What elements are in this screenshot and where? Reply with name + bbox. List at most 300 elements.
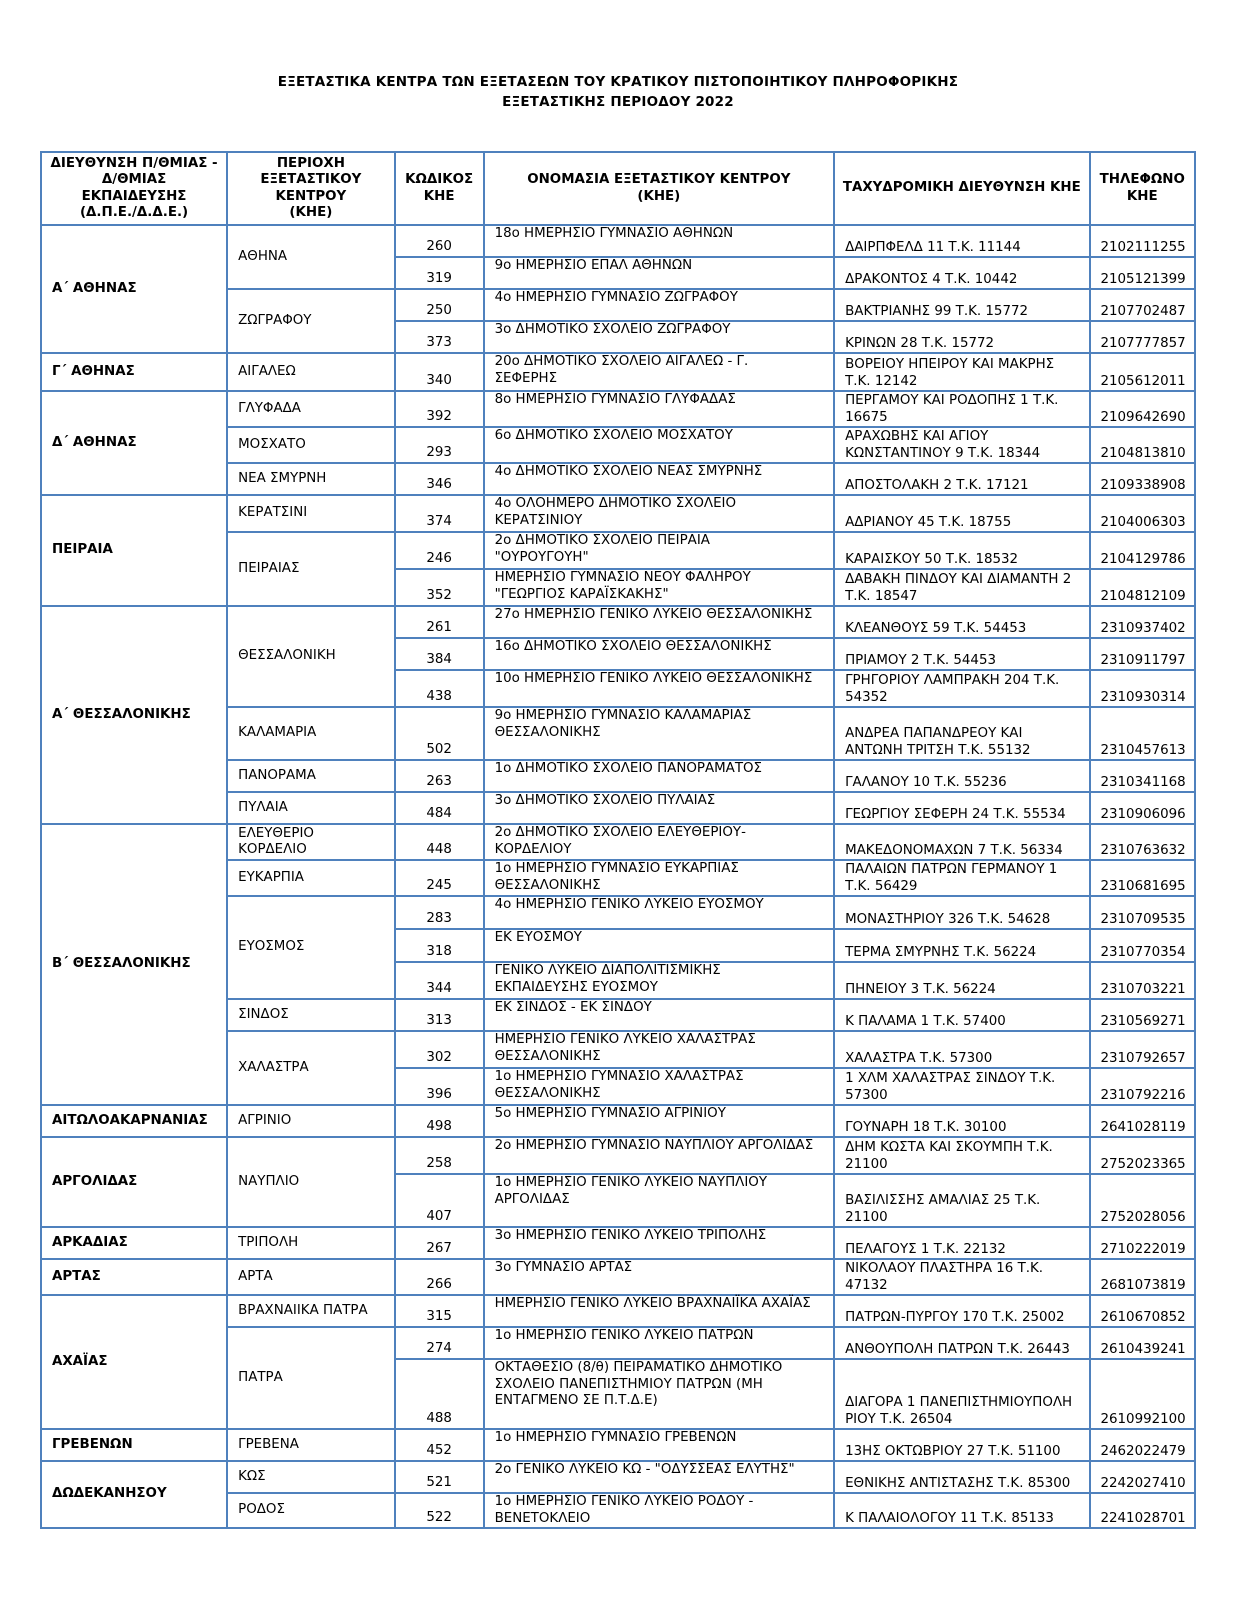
- directorate-cell: Α΄ ΘΕΣΣΑΛΟΝΙΚΗΣ: [41, 606, 227, 824]
- address-cell: [834, 225, 1089, 257]
- code-cell: 319: [395, 257, 484, 289]
- center-name-cell: [484, 1295, 835, 1327]
- address-cell: [834, 289, 1089, 321]
- table-row: [41, 1227, 1195, 1259]
- address-line: ΠΕΛΑΓΟΥΣ 1 Τ.Κ. 22132: [845, 1241, 1006, 1257]
- header-name-line: (ΚΗΕ): [637, 188, 681, 204]
- address-cell: [834, 569, 1089, 606]
- center-name-line: 4ο ΟΛΟΗΜΕΡΟ ΔΗΜΟΤΙΚΟ ΣΧΟΛΕΙΟ: [494, 496, 737, 511]
- center-name-line: ΘΕΣΣΑΛΟΝΙΚΗΣ: [494, 724, 601, 740]
- center-name-line: 1ο ΗΜΕΡΗΣΙΟ ΓΕΝΙΚΟ ΛΥΚΕΙΟ ΠΑΤΡΩΝ: [494, 1328, 754, 1343]
- table-row: [41, 1105, 1195, 1137]
- address-line: ΚΩΝΣΤΑΝΤΙΝΟΥ 9 Τ.Κ. 18344: [845, 445, 1041, 461]
- address-line: ΓΕΩΡΓΙΟΥ ΣΕΦΕΡΗ 24 Τ.Κ. 55534: [845, 806, 1066, 822]
- address-line: ΔΡΑΚΟΝΤΟΣ 4 Τ.Κ. 10442: [845, 271, 1018, 287]
- address-line: ΑΔΡΙΑΝΟΥ 45 Τ.Κ. 18755: [845, 514, 1012, 530]
- header-dpe-line: Δ/ΘΜΙΑΣ: [101, 172, 167, 187]
- address-line: ΓΡΗΓΟΡΙΟΥ ΛΑΜΠΡΑΚΗ 204 Τ.Κ.: [845, 673, 1060, 688]
- area-cell: ΑΡΤΑ: [227, 1259, 395, 1295]
- address-line: 1 ΧΛΜ ΧΑΛΑΣΤΡΑΣ ΣΙΝΔΟΥ Τ.Κ.: [845, 1071, 1056, 1086]
- table-row: [41, 1137, 1195, 1174]
- area-cell: ΑΙΓΑΛΕΩ: [227, 353, 395, 391]
- code-cell: 522: [395, 1493, 484, 1528]
- address-line: 16675: [845, 409, 888, 425]
- code-cell: 498: [395, 1105, 484, 1137]
- center-name-cell: [484, 896, 835, 929]
- header-area-line: ΚΕΝΤΡΟΥ: [275, 188, 347, 204]
- address-cell: [834, 1105, 1089, 1137]
- address-line: ΑΝΤΩΝΗ ΤΡΙΤΣΗ Τ.Κ. 55132: [845, 742, 1031, 758]
- header-area-line: (ΚΗΕ): [289, 205, 333, 220]
- area-cell: ΓΡΕΒΕΝΑ: [227, 1429, 395, 1461]
- center-name-cell: [484, 999, 835, 1031]
- phone-cell: 2310457613: [1090, 707, 1196, 760]
- header-area: [227, 152, 395, 225]
- address-line: ΚΛΕΑΝΘΟΥΣ 59 Τ.Κ. 54453: [845, 620, 1027, 636]
- directorate-cell: ΑΡΚΑΔΙΑΣ: [41, 1227, 227, 1259]
- center-name-cell: [484, 1227, 835, 1259]
- phone-cell: 2104813810: [1090, 427, 1196, 463]
- directorate-cell: Β΄ ΘΕΣΣΑΛΟΝΙΚΗΣ: [41, 824, 227, 1105]
- center-name-line: ΘΕΣΣΑΛΟΝΙΚΗΣ: [494, 1085, 601, 1101]
- address-line: ΑΝΘΟΥΠΟΛΗ ΠΑΤΡΩΝ Τ.Κ. 26443: [845, 1341, 1070, 1357]
- header-area-line: ΠΕΡΙΟΧΗ: [276, 155, 345, 171]
- header-dpe-line: (Δ.Π.Ε./Δ.Δ.Ε.): [79, 205, 189, 220]
- code-cell: 266: [395, 1259, 484, 1295]
- center-name-line: 1ο ΗΜΕΡΗΣΙΟ ΓΥΜΝΑΣΙΟ ΕΥΚΑΡΠΙΑΣ: [494, 861, 739, 876]
- code-cell: 302: [395, 1031, 484, 1068]
- phone-cell: 2241028701: [1090, 1493, 1196, 1528]
- phone-cell: 2310906096: [1090, 792, 1196, 824]
- address-cell: [834, 1031, 1089, 1068]
- address-cell: [834, 495, 1089, 532]
- area-cell: ΒΡΑΧΝΑΙΙΚΑ ΠΑΤΡΑ: [227, 1295, 395, 1327]
- code-cell: 263: [395, 760, 484, 792]
- address-line: ΜΑΚΕΔΟΝΟΜΑΧΩΝ 7 Τ.Κ. 56334: [845, 842, 1063, 858]
- address-line: ΚΑΡΑΙΣΚΟΥ 50 Τ.Κ. 18532: [845, 551, 1019, 567]
- address-line: Κ ΠΑΛΑΙΟΛΟΓΟΥ 11 Τ.Κ. 85133: [845, 1510, 1054, 1526]
- table-body: [41, 225, 1195, 1528]
- area-cell: ΓΛΥΦΑΔΑ: [227, 391, 395, 427]
- address-line: ΓΟΥΝΑΡΗ 18 Τ.Κ. 30100: [845, 1119, 1007, 1135]
- header-area-line: ΕΞΕΤΑΣΤΙΚΟΥ: [260, 172, 362, 187]
- code-cell: 318: [395, 929, 484, 962]
- center-name-line: 1ο ΗΜΕΡΗΣΙΟ ΓΥΜΝΑΣΙΟ ΓΡΕΒΕΝΩΝ: [494, 1430, 737, 1445]
- area-cell: ΚΕΡΑΤΣΙΝΙ: [227, 495, 395, 532]
- center-name-cell: [484, 1359, 835, 1429]
- table-row: [41, 1461, 1195, 1493]
- phone-cell: 2752028056: [1090, 1174, 1196, 1227]
- phone-cell: 2310709535: [1090, 896, 1196, 929]
- address-line: ΕΘΝΙΚΗΣ ΑΝΤΙΣΤΑΣΗΣ Τ.Κ. 85300: [845, 1475, 1071, 1491]
- address-cell: [834, 1137, 1089, 1174]
- directorate-cell: ΑΧΑΪΑΣ: [41, 1295, 227, 1429]
- address-line: ΤΕΡΜΑ ΣΜΥΡΝΗΣ Τ.Κ. 56224: [845, 944, 1037, 960]
- header-phone-line: ΤΗΛΕΦΩΝΟ: [1099, 172, 1185, 187]
- phone-cell: 2104129786: [1090, 532, 1196, 569]
- center-name-line: ΣΕΦΕΡΗΣ: [494, 370, 558, 386]
- area-cell: ΝΑΥΠΛΙΟ: [227, 1137, 395, 1227]
- address-cell: [834, 1327, 1089, 1359]
- header-phone-line: ΚΗΕ: [1126, 188, 1158, 204]
- directorate-cell: ΔΩΔΕΚΑΝΗΣΟΥ: [41, 1461, 227, 1528]
- phone-cell: 2242027410: [1090, 1461, 1196, 1493]
- center-name-cell: [484, 1031, 835, 1068]
- phone-cell: 2310911797: [1090, 638, 1196, 670]
- center-name-line: 5ο ΗΜΕΡΗΣΙΟ ΓΥΜΝΑΣΙΟ ΑΓΡΙΝΙΟΥ: [494, 1106, 726, 1121]
- code-cell: 373: [395, 321, 484, 353]
- center-name-cell: [484, 1327, 835, 1359]
- area-cell: ΕΛΕΥΘΕΡΙΟ ΚΟΡΔΕΛΙΟ: [227, 824, 395, 860]
- center-name-cell: [484, 1068, 835, 1105]
- area-cell: ΠΥΛΑΙΑ: [227, 792, 395, 824]
- phone-cell: 2105612011: [1090, 353, 1196, 391]
- header-code: [395, 152, 484, 225]
- code-cell: 521: [395, 1461, 484, 1493]
- center-name-line: ΗΜΕΡΗΣΙΟ ΓΥΜΝΑΣΙΟ ΝΕΟΥ ΦΑΛΗΡΟΥ: [494, 570, 751, 585]
- address-line: ΧΑΛΑΣΤΡΑ Τ.Κ. 57300: [845, 1050, 993, 1066]
- center-name-cell: [484, 670, 835, 707]
- code-cell: 274: [395, 1327, 484, 1359]
- phone-cell: 2752023365: [1090, 1137, 1196, 1174]
- center-name-cell: [484, 792, 835, 824]
- center-name-line: 2ο ΔΗΜΟΤΙΚΟ ΣΧΟΛΕΙΟ ΕΛΕΥΘΕΡΙΟΥ-: [494, 825, 746, 840]
- address-cell: [834, 391, 1089, 427]
- center-name-line: ΘΕΣΣΑΛΟΝΙΚΗΣ: [494, 1048, 601, 1064]
- area-cell: ΕΥΚΑΡΠΙΑ: [227, 860, 395, 896]
- directorate-cell: Γ΄ ΑΘΗΝΑΣ: [41, 353, 227, 391]
- address-cell: [834, 532, 1089, 569]
- address-cell: [834, 257, 1089, 289]
- code-cell: 407: [395, 1174, 484, 1227]
- phone-cell: 2105121399: [1090, 257, 1196, 289]
- address-line: Κ ΠΑΛΑΜΑ 1 Τ.Κ. 57400: [845, 1013, 1006, 1029]
- center-name-line: 2ο ΗΜΕΡΗΣΙΟ ΓΥΜΝΑΣΙΟ ΝΑΥΠΛΙΟΥ ΑΡΓΟΛΙΔΑΣ: [494, 1138, 814, 1153]
- center-name-line: 3ο ΓΥΜΝΑΣΙΟ ΑΡΤΑΣ: [494, 1260, 633, 1275]
- table-row: [41, 1295, 1195, 1327]
- address-cell: [834, 1295, 1089, 1327]
- address-line: Τ.Κ. 18547: [845, 588, 918, 604]
- center-name-line: ΣΧΟΛΕΙΟ ΠΑΝΕΠΙΣΤΗΜΙΟΥ ΠΑΤΡΩΝ (ΜΗ: [494, 1376, 763, 1392]
- phone-cell: 2310569271: [1090, 999, 1196, 1031]
- center-name-line: 1ο ΗΜΕΡΗΣΙΟ ΓΥΜΝΑΣΙΟ ΧΑΛΑΣΤΡΑΣ: [494, 1069, 744, 1084]
- header-code-line: ΚΗΕ: [423, 188, 455, 204]
- center-name-cell: [484, 321, 835, 353]
- center-name-line: 4ο ΗΜΕΡΗΣΙΟ ΓΕΝΙΚΟ ΛΥΚΕΙΟ ΕΥΟΣΜΟΥ: [494, 897, 764, 912]
- phone-cell: 2610670852: [1090, 1295, 1196, 1327]
- address-line: ΔΙΑΓΟΡΑ 1 ΠΑΝΕΠΙΣΤΗΜΙΟΥΠΟΛΗ: [845, 1395, 1073, 1410]
- address-cell: [834, 1461, 1089, 1493]
- center-name-cell: [484, 427, 835, 463]
- address-line: ΑΠΟΣΤΟΛΑΚΗ 2 Τ.Κ. 17121: [845, 477, 1029, 493]
- area-cell: ΜΟΣΧΑΤΟ: [227, 427, 395, 463]
- address-line: 13ΗΣ ΟΚΤΩΒΡΙΟΥ 27 Τ.Κ. 51100: [845, 1443, 1061, 1459]
- table-row: [41, 225, 1195, 257]
- phone-cell: 2107702487: [1090, 289, 1196, 321]
- center-name-cell: [484, 707, 835, 760]
- code-cell: 344: [395, 962, 484, 999]
- code-cell: 258: [395, 1137, 484, 1174]
- center-name-line: 8ο ΗΜΕΡΗΣΙΟ ΓΥΜΝΑΣΙΟ ΓΛΥΦΑΔΑΣ: [494, 392, 736, 407]
- header-name: [484, 152, 835, 225]
- header-dpe-line: ΔΙΕΥΘΥΝΣΗ Π/ΘΜΙΑΣ -: [50, 155, 218, 171]
- center-name-line: 16ο ΔΗΜΟΤΙΚΟ ΣΧΟΛΕΙΟ ΘΕΣΣΑΛΟΝΙΚΗΣ: [494, 639, 772, 654]
- center-name-line: ΕΚ ΕΥΟΣΜΟΥ: [494, 930, 582, 945]
- code-cell: 352: [395, 569, 484, 606]
- center-name-cell: [484, 1137, 835, 1174]
- center-name-line: ΒΕΝΕΤΟΚΛΕΙΟ: [494, 1510, 591, 1526]
- address-line: ΔΗΜ ΚΩΣΤΑ ΚΑΙ ΣΚΟΥΜΠΗ Τ.Κ.: [845, 1140, 1053, 1155]
- address-cell: [834, 1227, 1089, 1259]
- code-cell: 293: [395, 427, 484, 463]
- address-line: ΠΗΝΕΙΟΥ 3 Τ.Κ. 56224: [845, 981, 996, 997]
- area-cell: ΑΓΡΙΝΙΟ: [227, 1105, 395, 1137]
- code-cell: 340: [395, 353, 484, 391]
- address-line: 54352: [845, 689, 888, 705]
- address-cell: [834, 1259, 1089, 1295]
- address-cell: [834, 463, 1089, 495]
- code-cell: 448: [395, 824, 484, 860]
- center-name-line: ΕΚΠΑΙΔΕΥΣΗΣ ΕΥΟΣΜΟΥ: [494, 979, 658, 995]
- address-cell: [834, 1493, 1089, 1528]
- address-cell: [834, 999, 1089, 1031]
- center-name-cell: [484, 962, 835, 999]
- phone-cell: 2310792216: [1090, 1068, 1196, 1105]
- header-name-line: ΟΝΟΜΑΣΙΑ ΕΞΕΤΑΣΤΙΚΟΥ ΚΕΝΤΡΟΥ: [527, 172, 791, 187]
- area-cell: ΠΑΝΟΡΑΜΑ: [227, 760, 395, 792]
- area-cell: ΑΘΗΝΑ: [227, 225, 395, 289]
- phone-cell: 2310930314: [1090, 670, 1196, 707]
- phone-cell: 2681073819: [1090, 1259, 1196, 1295]
- code-cell: 246: [395, 532, 484, 569]
- phone-cell: 2310770354: [1090, 929, 1196, 962]
- code-cell: 313: [395, 999, 484, 1031]
- address-line: ΒΑΚΤΡΙΑΝΗΣ 99 Τ.Κ. 15772: [845, 303, 1029, 319]
- address-line: ΑΝΔΡΕΑ ΠΑΠΑΝΔΡΕΟΥ ΚΑΙ: [845, 726, 1023, 741]
- header-address-line: ΤΑΧΥΔΡΟΜΙΚΗ ΔΙΕΥΘΥΝΣΗ ΚΗΕ: [842, 180, 1081, 196]
- table-row: [41, 495, 1195, 532]
- address-cell: [834, 792, 1089, 824]
- center-name-line: 18ο ΗΜΕΡΗΣΙΟ ΓΥΜΝΑΣΙΟ ΑΘΗΝΩΝ: [494, 226, 734, 241]
- center-name-cell: [484, 1461, 835, 1493]
- address-line: Τ.Κ. 56429: [845, 878, 918, 894]
- center-name-line: ΚΕΡΑΤΣΙΝΙΟΥ: [494, 512, 583, 528]
- address-cell: [834, 606, 1089, 638]
- center-name-line: ΕΝΤΑΓΜΕΝΟ ΣΕ Π.Τ.Δ.Ε): [494, 1393, 658, 1408]
- center-name-line: 1ο ΔΗΜΟΤΙΚΟ ΣΧΟΛΕΙΟ ΠΑΝΟΡΑΜΑΤΟΣ: [494, 761, 763, 776]
- address-line: ΠΕΡΓΑΜΟΥ ΚΑΙ ΡΟΔΟΠΗΣ 1 Τ.Κ.: [845, 393, 1059, 408]
- center-name-cell: [484, 1429, 835, 1461]
- address-cell: [834, 1174, 1089, 1227]
- center-name-line: 1ο ΗΜΕΡΗΣΙΟ ΓΕΝΙΚΟ ΛΥΚΕΙΟ ΝΑΥΠΛΙΟΥ: [494, 1175, 768, 1190]
- directorate-cell: Δ΄ ΑΘΗΝΑΣ: [41, 391, 227, 495]
- center-name-line: 3ο ΔΗΜΟΤΙΚΟ ΣΧΟΛΕΙΟ ΖΩΓΡΑΦΟΥ: [494, 322, 731, 337]
- header-code-line: ΚΩΔΙΚΟΣ: [405, 172, 474, 187]
- center-name-cell: [484, 532, 835, 569]
- center-name-line: ΕΚ ΣΙΝΔΟΣ - ΕΚ ΣΙΝΔΟΥ: [494, 1000, 652, 1015]
- code-cell: 488: [395, 1359, 484, 1429]
- area-cell: ΠΕΙΡΑΙΑΣ: [227, 532, 395, 606]
- table-row: [41, 1429, 1195, 1461]
- address-line: ΑΡΑΧΩΒΗΣ ΚΑΙ ΑΓΙΟΥ: [845, 429, 989, 444]
- address-line: ΔΑΙΡΠΦΕΛΔ 11 Τ.Κ. 11144: [845, 239, 1021, 255]
- center-name-cell: [484, 391, 835, 427]
- phone-cell: 2641028119: [1090, 1105, 1196, 1137]
- center-name-cell: [484, 353, 835, 391]
- code-cell: 346: [395, 463, 484, 495]
- code-cell: 374: [395, 495, 484, 532]
- address-cell: [834, 353, 1089, 391]
- center-name-line: ΓΕΝΙΚΟ ΛΥΚΕΙΟ ΔΙΑΠΟΛΙΤΙΣΜΙΚΗΣ: [494, 963, 721, 978]
- directorate-cell: Α΄ ΑΘΗΝΑΣ: [41, 225, 227, 353]
- phone-cell: 2104812109: [1090, 569, 1196, 606]
- address-line: ΜΟΝΑΣΤΗΡΙΟΥ 326 Τ.Κ. 54628: [845, 911, 1051, 927]
- center-name-line: 2ο ΔΗΜΟΤΙΚΟ ΣΧΟΛΕΙΟ ΠΕΙΡΑΙΑ: [494, 533, 710, 548]
- phone-cell: 2107777857: [1090, 321, 1196, 353]
- code-cell: 261: [395, 606, 484, 638]
- code-cell: 384: [395, 638, 484, 670]
- area-cell: ΣΙΝΔΟΣ: [227, 999, 395, 1031]
- center-name-cell: [484, 1493, 835, 1528]
- phone-cell: 2710222019: [1090, 1227, 1196, 1259]
- center-name-line: 6ο ΔΗΜΟΤΙΚΟ ΣΧΟΛΕΙΟ ΜΟΣΧΑΤΟΥ: [494, 428, 733, 443]
- center-name-cell: [484, 225, 835, 257]
- phone-cell: 2104006303: [1090, 495, 1196, 532]
- address-cell: [834, 1359, 1089, 1429]
- code-cell: 283: [395, 896, 484, 929]
- area-cell: ΠΑΤΡΑ: [227, 1327, 395, 1429]
- phone-cell: 2310341168: [1090, 760, 1196, 792]
- area-cell: ΖΩΓΡΑΦΟΥ: [227, 289, 395, 353]
- area-cell: ΘΕΣΣΑΛΟΝΙΚΗ: [227, 606, 395, 707]
- address-cell: [834, 760, 1089, 792]
- center-name-line: ΑΡΓΟΛΙΔΑΣ: [494, 1191, 570, 1207]
- center-name-cell: [484, 569, 835, 606]
- center-name-cell: [484, 1174, 835, 1227]
- code-cell: 484: [395, 792, 484, 824]
- document-title-line-1: ΕΞΕΤΑΣΤΙΚΑ ΚΕΝΤΡΑ ΤΩΝ ΕΞΕΤΑΣΕΩΝ ΤΟΥ ΚΡΑΤΙΚΟΥ ΠΙΣΤΟΠΟΙΗΤΙΚΟΥ ΠΛΗΡΟΦΟΡΙΚΗΣ: [277, 74, 959, 90]
- code-cell: 315: [395, 1295, 484, 1327]
- area-cell: ΤΡΙΠΟΛΗ: [227, 1227, 395, 1259]
- address-cell: [834, 670, 1089, 707]
- address-line: Τ.Κ. 12142: [845, 373, 918, 389]
- center-name-line: ΘΕΣΣΑΛΟΝΙΚΗΣ: [494, 877, 601, 893]
- address-line: 57300: [845, 1087, 888, 1103]
- table-row: [41, 606, 1195, 638]
- center-name-line: 2ο ΓΕΝΙΚΟ ΛΥΚΕΙΟ ΚΩ - "ΟΔΥΣΣΕΑΣ ΕΛΥΤΗΣ": [494, 1462, 795, 1477]
- center-name-cell: [484, 1105, 835, 1137]
- phone-cell: 2310763632: [1090, 824, 1196, 860]
- header-dpe: [41, 152, 227, 225]
- center-name-line: 27ο ΗΜΕΡΗΣΙΟ ΓΕΝΙΚΟ ΛΥΚΕΙΟ ΘΕΣΣΑΛΟΝΙΚΗΣ: [494, 607, 813, 622]
- phone-cell: 2310792657: [1090, 1031, 1196, 1068]
- center-name-line: 4ο ΔΗΜΟΤΙΚΟ ΣΧΟΛΕΙΟ ΝΕΑΣ ΣΜΥΡΝΗΣ: [494, 464, 763, 479]
- address-line: ΡΙΟΥ Τ.Κ. 26504: [845, 1411, 953, 1427]
- directorate-cell: ΑΡΤΑΣ: [41, 1259, 227, 1295]
- center-name-line: 3ο ΔΗΜΟΤΙΚΟ ΣΧΟΛΕΙΟ ΠΥΛΑΙΑΣ: [494, 793, 716, 808]
- header-address: [834, 152, 1089, 225]
- center-name-cell: [484, 760, 835, 792]
- phone-cell: 2310681695: [1090, 860, 1196, 896]
- directorate-cell: ΑΡΓΟΛΙΔΑΣ: [41, 1137, 227, 1227]
- center-name-line: ΟΚΤΑΘΕΣΙΟ (8/θ) ΠΕΙΡΑΜΑΤΙΚΟ ΔΗΜΟΤΙΚΟ: [494, 1360, 783, 1375]
- address-cell: [834, 427, 1089, 463]
- area-cell: ΚΑΛΑΜΑΡΙΑ: [227, 707, 395, 760]
- center-name-cell: [484, 257, 835, 289]
- address-line: ΠΡΙΑΜΟΥ 2 Τ.Κ. 54453: [845, 652, 996, 668]
- address-line: ΠΑΤΡΩΝ-ΠΥΡΓΟΥ 170 Τ.Κ. 25002: [845, 1309, 1065, 1325]
- center-name-cell: [484, 929, 835, 962]
- center-name-cell: [484, 638, 835, 670]
- center-name-line: ΗΜΕΡΗΣΙΟ ΓΕΝΙΚΟ ΛΥΚΕΙΟ ΒΡΑΧΝΑΙΪΚΑ ΑΧΑΪΑΣ: [494, 1296, 811, 1311]
- address-cell: [834, 321, 1089, 353]
- address-cell: [834, 824, 1089, 860]
- center-name-line: 20ο ΔΗΜΟΤΙΚΟ ΣΧΟΛΕΙΟ ΑΙΓΑΛΕΩ - Γ.: [494, 354, 749, 369]
- table-header-row: [41, 152, 1195, 225]
- address-cell: [834, 896, 1089, 929]
- center-name-line: 1ο ΗΜΕΡΗΣΙΟ ΓΕΝΙΚΟ ΛΥΚΕΙΟ ΡΟΔΟΥ -: [494, 1494, 754, 1509]
- table-row: [41, 1259, 1195, 1295]
- table-row: [41, 353, 1195, 391]
- phone-cell: 2109338908: [1090, 463, 1196, 495]
- address-line: ΚΡΙΝΩΝ 28 Τ.Κ. 15772: [845, 335, 995, 351]
- table-row: [41, 824, 1195, 860]
- center-name-line: 10ο ΗΜΕΡΗΣΙΟ ΓΕΝΙΚΟ ΛΥΚΕΙΟ ΘΕΣΣΑΛΟΝΙΚΗΣ: [494, 671, 813, 686]
- center-name-line: "ΓΕΩΡΓΙΟΣ ΚΑΡΑΪΣΚΑΚΗΣ": [494, 586, 669, 602]
- table-row: [41, 391, 1195, 427]
- center-name-line: 9ο ΗΜΕΡΗΣΙΟ ΓΥΜΝΑΣΙΟ ΚΑΛΑΜΑΡΙΑΣ: [494, 708, 752, 723]
- header-dpe-line: ΕΚΠΑΙΔΕΥΣΗΣ: [81, 188, 187, 204]
- center-name-line: 9ο ΗΜΕΡΗΣΙΟ ΕΠΑΛ ΑΘΗΝΩΝ: [494, 258, 693, 273]
- code-cell: 260: [395, 225, 484, 257]
- center-name-cell: [484, 495, 835, 532]
- exam-centers-table: [40, 151, 1196, 1529]
- header-phone: [1090, 152, 1196, 225]
- address-line: ΔΑΒΑΚΗ ΠΙΝΔΟΥ ΚΑΙ ΔΙΑΜΑΝΤΗ 2: [845, 572, 1072, 587]
- center-name-cell: [484, 824, 835, 860]
- address-line: 21100: [845, 1209, 888, 1225]
- code-cell: 502: [395, 707, 484, 760]
- address-line: ΠΑΛΑΙΩΝ ΠΑΤΡΩΝ ΓΕΡΜΑΝΟΥ 1: [845, 862, 1058, 877]
- area-cell: ΕΥΟΣΜΟΣ: [227, 896, 395, 999]
- address-line: 47132: [845, 1277, 888, 1293]
- directorate-cell: ΓΡΕΒΕΝΩΝ: [41, 1429, 227, 1461]
- address-cell: [834, 860, 1089, 896]
- address-cell: [834, 1068, 1089, 1105]
- phone-cell: 2102111255: [1090, 225, 1196, 257]
- center-name-line: 3ο ΗΜΕΡΗΣΙΟ ΓΕΝΙΚΟ ΛΥΚΕΙΟ ΤΡΙΠΟΛΗΣ: [494, 1228, 767, 1243]
- center-name-cell: [484, 860, 835, 896]
- center-name-line: ΗΜΕΡΗΣΙΟ ΓΕΝΙΚΟ ΛΥΚΕΙΟ ΧΑΛΑΣΤΡΑΣ: [494, 1032, 756, 1047]
- phone-cell: 2610992100: [1090, 1359, 1196, 1429]
- phone-cell: 2610439241: [1090, 1327, 1196, 1359]
- code-cell: 245: [395, 860, 484, 896]
- address-line: ΒΟΡΕΙΟΥ ΗΠΕΙΡΟΥ ΚΑΙ ΜΑΚΡΗΣ: [845, 357, 1055, 372]
- code-cell: 438: [395, 670, 484, 707]
- phone-cell: 2310937402: [1090, 606, 1196, 638]
- address-cell: [834, 707, 1089, 760]
- code-cell: 267: [395, 1227, 484, 1259]
- area-cell: ΚΩΣ: [227, 1461, 395, 1493]
- phone-cell: 2310703221: [1090, 962, 1196, 999]
- phone-cell: 2462022479: [1090, 1429, 1196, 1461]
- address-line: ΒΑΣΙΛΙΣΣΗΣ ΑΜΑΛΙΑΣ 25 Τ.Κ.: [845, 1193, 1041, 1208]
- center-name-cell: [484, 1259, 835, 1295]
- center-name-line: 4ο ΗΜΕΡΗΣΙΟ ΓΥΜΝΑΣΙΟ ΖΩΓΡΑΦΟΥ: [494, 290, 738, 305]
- address-line: 21100: [845, 1156, 888, 1172]
- center-name-cell: [484, 606, 835, 638]
- area-cell: ΧΑΛΑΣΤΡΑ: [227, 1031, 395, 1105]
